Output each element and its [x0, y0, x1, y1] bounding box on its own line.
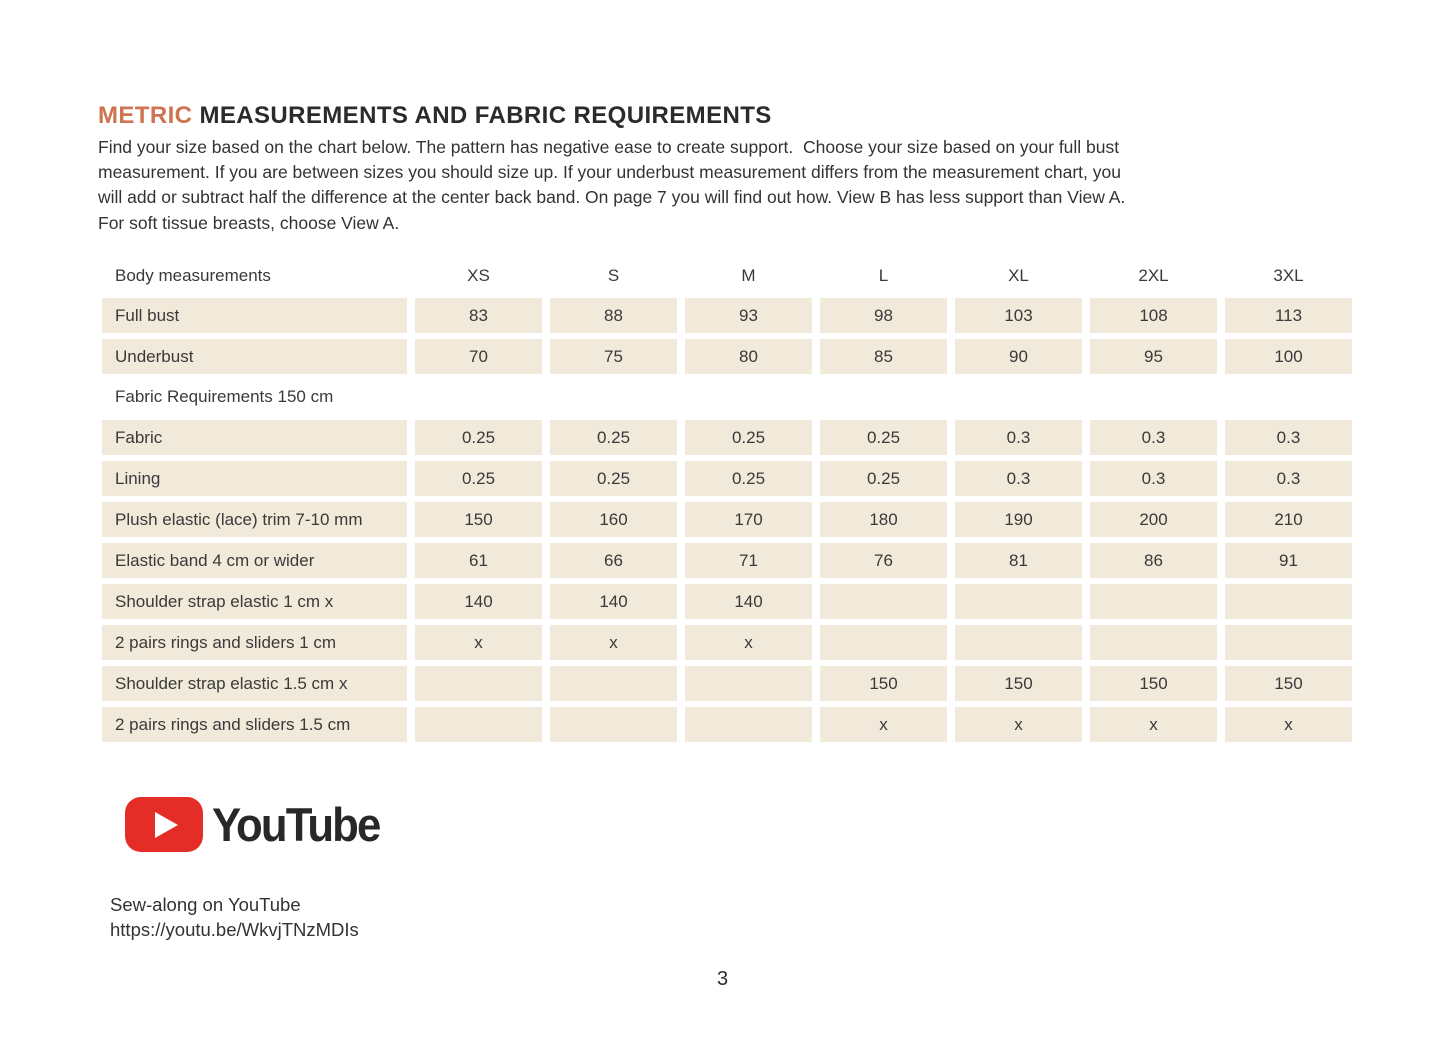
table-row: [102, 584, 1352, 619]
table-section-header: Fabric Requirements 150 cm: [115, 387, 334, 406]
value-cell: [955, 584, 1082, 619]
size-column-header: M: [741, 265, 756, 285]
value-cell: 0.3: [955, 420, 1082, 455]
row-label: Elastic band 4 cm or wider: [102, 543, 407, 578]
intro-line: For soft tissue breasts, choose View A.: [98, 212, 400, 233]
play-triangle-icon: [155, 812, 178, 838]
value-cell: x: [955, 707, 1082, 742]
row-label: Fabric: [102, 420, 407, 455]
value-cell: 150: [1090, 666, 1217, 701]
value-cell: 75: [550, 339, 677, 374]
value-cell: 80: [685, 339, 812, 374]
row-label: Lining: [102, 461, 407, 496]
value-cell: 0.3: [1090, 420, 1217, 455]
value-cell: 103: [955, 298, 1082, 333]
youtube-wordmark: YouTube: [212, 798, 380, 851]
value-cell: [685, 707, 812, 742]
row-label: Shoulder strap elastic 1 cm x: [102, 584, 407, 619]
value-cell: x: [820, 707, 947, 742]
page-title-highlight: METRIC: [98, 102, 193, 129]
table-row: [102, 707, 1352, 742]
column-header-label: Body measurements: [115, 265, 271, 285]
size-column-header: S: [607, 265, 620, 285]
value-cell: 0.25: [685, 420, 812, 455]
table-row: [102, 625, 1352, 660]
youtube-play-icon: [125, 797, 203, 852]
value-cell: 100: [1225, 339, 1352, 374]
value-cell: 76: [820, 543, 947, 578]
row-label: Shoulder strap elastic 1.5 cm x: [102, 666, 407, 701]
value-cell: [1090, 625, 1217, 660]
page-title-rest: MEASUREMENTS AND FABRIC REQUIREMENTS: [192, 102, 772, 129]
value-cell: 0.25: [550, 461, 677, 496]
value-cell: 98: [820, 298, 947, 333]
value-cell: [550, 666, 677, 701]
value-cell: 0.25: [415, 420, 542, 455]
value-cell: [1090, 584, 1217, 619]
value-cell: 90: [955, 339, 1082, 374]
value-cell: 86: [1090, 543, 1217, 578]
row-label: Plush elastic (lace) trim 7-10 mm: [102, 502, 407, 537]
value-cell: [685, 666, 812, 701]
value-cell: x: [685, 625, 812, 660]
value-cell: [415, 707, 542, 742]
value-cell: 210: [1225, 502, 1352, 537]
intro-paragraph: [98, 135, 1348, 236]
value-cell: 93: [685, 298, 812, 333]
table-header-row: [102, 259, 1352, 292]
row-label: 2 pairs rings and sliders 1.5 cm: [102, 707, 407, 742]
value-cell: 61: [415, 543, 542, 578]
value-cell: 0.3: [955, 461, 1082, 496]
value-cell: 91: [1225, 543, 1352, 578]
value-cell: 71: [685, 543, 812, 578]
value-cell: 83: [415, 298, 542, 333]
value-cell: x: [415, 625, 542, 660]
value-cell: 0.25: [820, 420, 947, 455]
value-cell: [955, 625, 1082, 660]
value-cell: 140: [550, 584, 677, 619]
value-cell: 150: [1225, 666, 1352, 701]
row-label: Full bust: [102, 298, 407, 333]
youtube-link[interactable]: https://youtu.be/WkvjTNzMDIs: [110, 919, 359, 940]
value-cell: [550, 707, 677, 742]
table-row: [102, 298, 1352, 333]
value-cell: 0.3: [1090, 461, 1217, 496]
table-row: [102, 461, 1352, 496]
measurement-table: [102, 259, 1352, 742]
value-cell: 81: [955, 543, 1082, 578]
youtube-logo: [125, 797, 392, 852]
value-cell: 0.25: [550, 420, 677, 455]
value-cell: 0.3: [1225, 461, 1352, 496]
size-column-header: L: [878, 265, 889, 285]
value-cell: 140: [415, 584, 542, 619]
sew-along-text: Sew-along on YouTube: [110, 894, 301, 915]
value-cell: 88: [550, 298, 677, 333]
page-number: 3: [716, 968, 729, 990]
value-cell: 150: [820, 666, 947, 701]
value-cell: 200: [1090, 502, 1217, 537]
value-cell: 180: [820, 502, 947, 537]
value-cell: 113: [1225, 298, 1352, 333]
value-cell: 160: [550, 502, 677, 537]
size-column-header: 3XL: [1273, 265, 1304, 285]
value-cell: [415, 666, 542, 701]
row-label: 2 pairs rings and sliders 1 cm: [102, 625, 407, 660]
value-cell: 170: [685, 502, 812, 537]
intro-line: measurement. If you are between sizes you should size up. If your underbust measurement differs from the measurement chart, you: [98, 162, 1121, 183]
value-cell: 0.25: [415, 461, 542, 496]
size-column-header: 2XL: [1138, 265, 1169, 285]
size-column-header: XS: [467, 265, 490, 285]
value-cell: 140: [685, 584, 812, 619]
intro-line: Find your size based on the chart below. The pattern has negative ease to create support. Choose your size based on your full bust: [98, 137, 1120, 157]
value-cell: 85: [820, 339, 947, 374]
table-row: [102, 543, 1352, 578]
value-cell: 150: [415, 502, 542, 537]
table-row: [102, 420, 1352, 455]
intro-line: will add or subtract half the difference at the center back band. On page 7 you will find out how. View B has less support than View A.: [98, 187, 1126, 208]
value-cell: x: [550, 625, 677, 660]
value-cell: [820, 584, 947, 619]
value-cell: [1225, 625, 1352, 660]
value-cell: 66: [550, 543, 677, 578]
value-cell: x: [1225, 707, 1352, 742]
value-cell: 70: [415, 339, 542, 374]
page-title: [98, 102, 772, 130]
value-cell: 190: [955, 502, 1082, 537]
value-cell: 0.3: [1225, 420, 1352, 455]
row-label: Underbust: [102, 339, 407, 374]
sew-along-caption: [110, 892, 359, 942]
value-cell: 0.25: [820, 461, 947, 496]
table-row: [102, 339, 1352, 374]
value-cell: [820, 625, 947, 660]
value-cell: 95: [1090, 339, 1217, 374]
value-cell: 0.25: [685, 461, 812, 496]
value-cell: x: [1090, 707, 1217, 742]
size-column-header: XL: [1008, 265, 1029, 285]
value-cell: 150: [955, 666, 1082, 701]
value-cell: 108: [1090, 298, 1217, 333]
table-row: [102, 666, 1352, 701]
value-cell: [1225, 584, 1352, 619]
table-row: [102, 502, 1352, 537]
